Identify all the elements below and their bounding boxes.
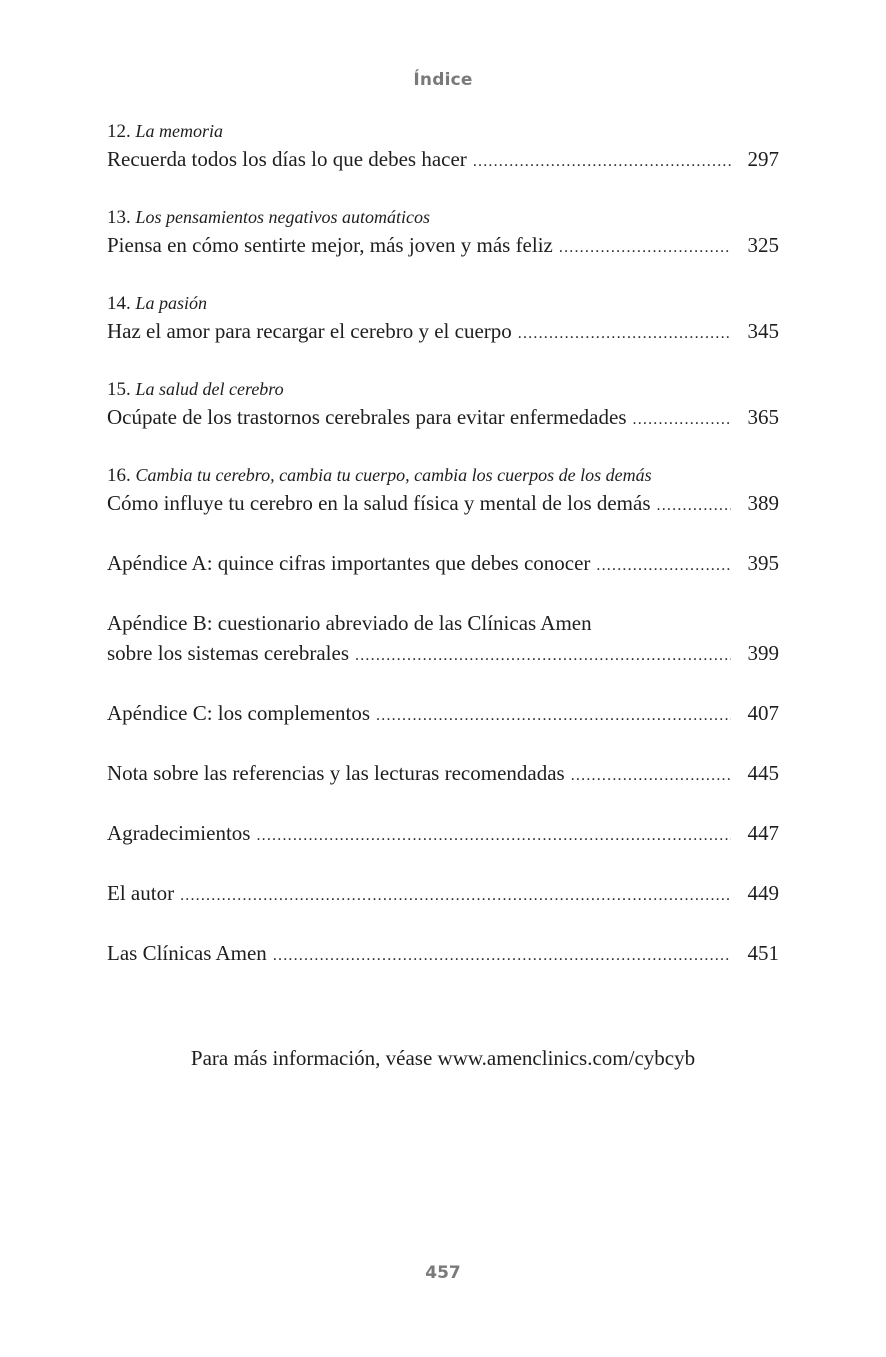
toc-line [107, 818, 779, 848]
toc-page-number: 389 [747, 491, 779, 515]
chapter-heading [107, 118, 779, 144]
toc-entry-acknowledgements [107, 818, 779, 848]
toc-line [107, 402, 779, 432]
toc-page-number: 451 [747, 941, 779, 965]
toc-entry-13 [107, 204, 779, 260]
toc-line [107, 488, 779, 518]
toc-entry-text: Apéndice C: los complementos [107, 701, 371, 725]
toc-line [107, 144, 779, 174]
toc-line [107, 698, 779, 728]
toc-page-number: 399 [747, 641, 779, 665]
toc-entry-text: sobre los sistemas cerebrales [107, 641, 350, 665]
toc-line [107, 938, 779, 968]
toc-entry-text: Agradecimientos [107, 821, 251, 845]
chapter-number: 14. [107, 293, 131, 314]
page-number: 457 [425, 1263, 461, 1283]
chapter-number: 13. [107, 207, 131, 228]
toc-entry-16 [107, 462, 779, 518]
chapter-title: La memoria [135, 121, 224, 141]
toc-line [107, 878, 779, 908]
toc-entry-12 [107, 118, 779, 174]
toc-entry-15 [107, 376, 779, 432]
toc-entry-text: Cómo influye tu cerebro en la salud física y mental de los demás [107, 491, 651, 515]
dot-leader [180, 881, 731, 911]
more-info-note: Para más información, véase www.amenclinics.com/cybcyb [190, 1046, 696, 1070]
dot-leader [596, 551, 731, 581]
running-header: Índice [413, 70, 473, 90]
toc-page-number: 325 [747, 233, 779, 257]
toc-entry-text: Piensa en cómo sentirte mejor, más joven y más feliz [107, 233, 553, 257]
toc-page-number: 447 [747, 821, 779, 845]
chapter-number: 12. [107, 121, 131, 142]
toc-page-number: 449 [747, 881, 779, 905]
toc-entry-appendix-c [107, 698, 779, 728]
toc-entry-text: Recuerda todos los días lo que debes hacer [107, 147, 467, 171]
toc-entry-references [107, 758, 779, 788]
table-of-contents [107, 118, 779, 968]
toc-page-number: 407 [747, 701, 779, 725]
dot-leader [518, 319, 731, 349]
chapter-heading [107, 290, 779, 316]
dot-leader [571, 761, 731, 791]
chapter-number: 15. [107, 379, 131, 400]
dot-leader [256, 821, 731, 851]
toc-entry-14 [107, 290, 779, 346]
toc-entry-text: Las Clínicas Amen [107, 941, 267, 965]
toc-line [107, 316, 779, 346]
dot-leader [657, 491, 731, 521]
toc-line [107, 758, 779, 788]
toc-entry-text: El autor [107, 881, 175, 905]
toc-entry-text: Ocúpate de los trastornos cerebrales para evitar enfermedades [107, 405, 627, 429]
toc-page-number: 345 [747, 319, 779, 343]
toc-entry-text: Apéndice A: quince cifras importantes que debes conocer [107, 551, 591, 575]
toc-entry-author [107, 878, 779, 908]
toc-page-number: 395 [747, 551, 779, 575]
chapter-title: Los pensamientos negativos automáticos [135, 207, 430, 227]
toc-entry-text: Haz el amor para recargar el cerebro y el cuerpo [107, 319, 512, 343]
chapter-heading [107, 462, 779, 488]
chapter-title: La pasión [135, 293, 208, 313]
toc-entry-clinics [107, 938, 779, 968]
dot-leader [473, 147, 731, 177]
toc-page-number: 365 [747, 405, 779, 429]
toc-line [107, 638, 779, 668]
toc-entry-appendix-a [107, 548, 779, 578]
toc-page-number: 297 [747, 147, 779, 171]
toc-page-number: 445 [747, 761, 779, 785]
chapter-heading [107, 376, 779, 402]
dot-leader [376, 701, 731, 731]
dot-leader [633, 405, 732, 435]
toc-entry-appendix-b [107, 608, 779, 668]
toc-entry-text: Nota sobre las referencias y las lecturas recomendadas [107, 761, 565, 785]
toc-line [107, 230, 779, 260]
chapter-title: Cambia tu cerebro, cambia tu cuerpo, cambia los cuerpos de los demás [135, 465, 652, 485]
toc-entry-text-line1: Apéndice B: cuestionario abreviado de las Clínicas Amen [107, 611, 592, 635]
dot-leader [559, 233, 731, 263]
dot-leader [355, 641, 731, 671]
chapter-title: La salud del cerebro [135, 379, 284, 399]
chapter-heading [107, 204, 779, 230]
dot-leader [273, 941, 731, 971]
toc-line [107, 548, 779, 578]
chapter-number: 16. [107, 465, 131, 486]
